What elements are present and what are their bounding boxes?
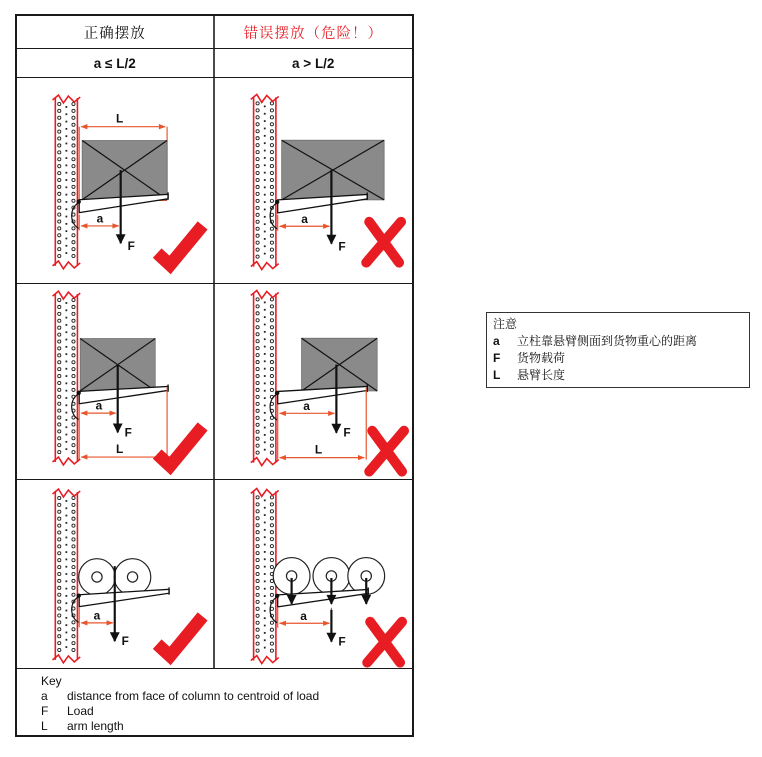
diagram-correct-box-mid — [17, 284, 213, 479]
key-desc: arm length — [67, 719, 124, 733]
rack-column — [53, 291, 81, 465]
dim-label-L: L — [116, 442, 124, 457]
force-label-F: F — [338, 239, 346, 254]
note-item — [493, 333, 743, 350]
note-desc: 货物载荷 — [517, 351, 566, 365]
key-title: Key — [41, 674, 62, 688]
force-label-F: F — [124, 425, 132, 440]
check-icon — [157, 426, 202, 465]
cantilever-arm — [277, 386, 367, 403]
dim-label-a: a — [300, 211, 308, 226]
note-item — [493, 367, 743, 384]
dim-label-L: L — [116, 111, 124, 126]
coil-load — [79, 559, 116, 596]
dim-label-a: a — [96, 211, 104, 226]
diagram-correct-coils — [17, 480, 213, 668]
key-item — [41, 689, 412, 704]
rack-column — [53, 489, 81, 663]
dim-label-a: a — [302, 398, 310, 413]
dim-label-a: a — [299, 608, 307, 623]
coil-load — [114, 559, 151, 596]
rack-column — [251, 94, 279, 269]
key-symbol: L — [41, 719, 48, 733]
key-symbol: a — [41, 689, 48, 703]
condition-wrong: a > L/2 — [292, 55, 335, 71]
note-item — [493, 350, 743, 367]
dim-label-a: a — [93, 608, 101, 623]
cross-icon — [367, 622, 402, 663]
note-box — [486, 312, 750, 388]
diagram-row-1 — [17, 78, 412, 284]
header-correct: 正确摆放 — [17, 16, 215, 48]
force-label-F: F — [338, 634, 346, 649]
key-symbol: F — [41, 704, 49, 718]
force-label-F: F — [343, 425, 351, 440]
dim-label-L: L — [314, 442, 322, 457]
diagram-wrong-box-top — [215, 78, 412, 283]
diagram-wrong-coils — [215, 480, 412, 668]
placement-comparison-table — [15, 14, 414, 737]
force-label-F: F — [127, 239, 135, 254]
key-legend — [17, 669, 412, 735]
diagram-row-2 — [17, 284, 412, 480]
diagram-correct-box-top — [17, 78, 213, 283]
dim-label-a: a — [95, 398, 103, 413]
note-desc: 立柱靠悬臂侧面到货物重心的距离 — [517, 334, 698, 348]
cross-icon — [366, 222, 401, 263]
diagram-wrong-box-mid — [215, 284, 412, 479]
note-desc: 悬臂长度 — [517, 368, 566, 382]
note-title: 注意 — [493, 317, 518, 331]
key-item — [41, 704, 412, 719]
condition-correct: a ≤ L/2 — [17, 49, 215, 77]
key-desc: distance from face of column to centroid of load — [67, 689, 320, 703]
note-symbol: F — [493, 351, 501, 365]
key-item — [41, 719, 412, 734]
cross-icon — [369, 431, 404, 472]
rack-column — [251, 290, 279, 465]
note-symbol: a — [493, 334, 500, 348]
header-wrong: 错误摆放（危险！） — [243, 25, 383, 42]
rack-column — [53, 95, 81, 269]
note-symbol: L — [493, 368, 501, 382]
diagram-row-3 — [17, 480, 412, 669]
force-label-F: F — [121, 634, 129, 649]
check-icon — [157, 225, 202, 264]
key-desc: Load — [67, 704, 94, 718]
table-header-row — [17, 16, 412, 49]
check-icon — [157, 616, 202, 655]
condition-row — [17, 49, 412, 78]
